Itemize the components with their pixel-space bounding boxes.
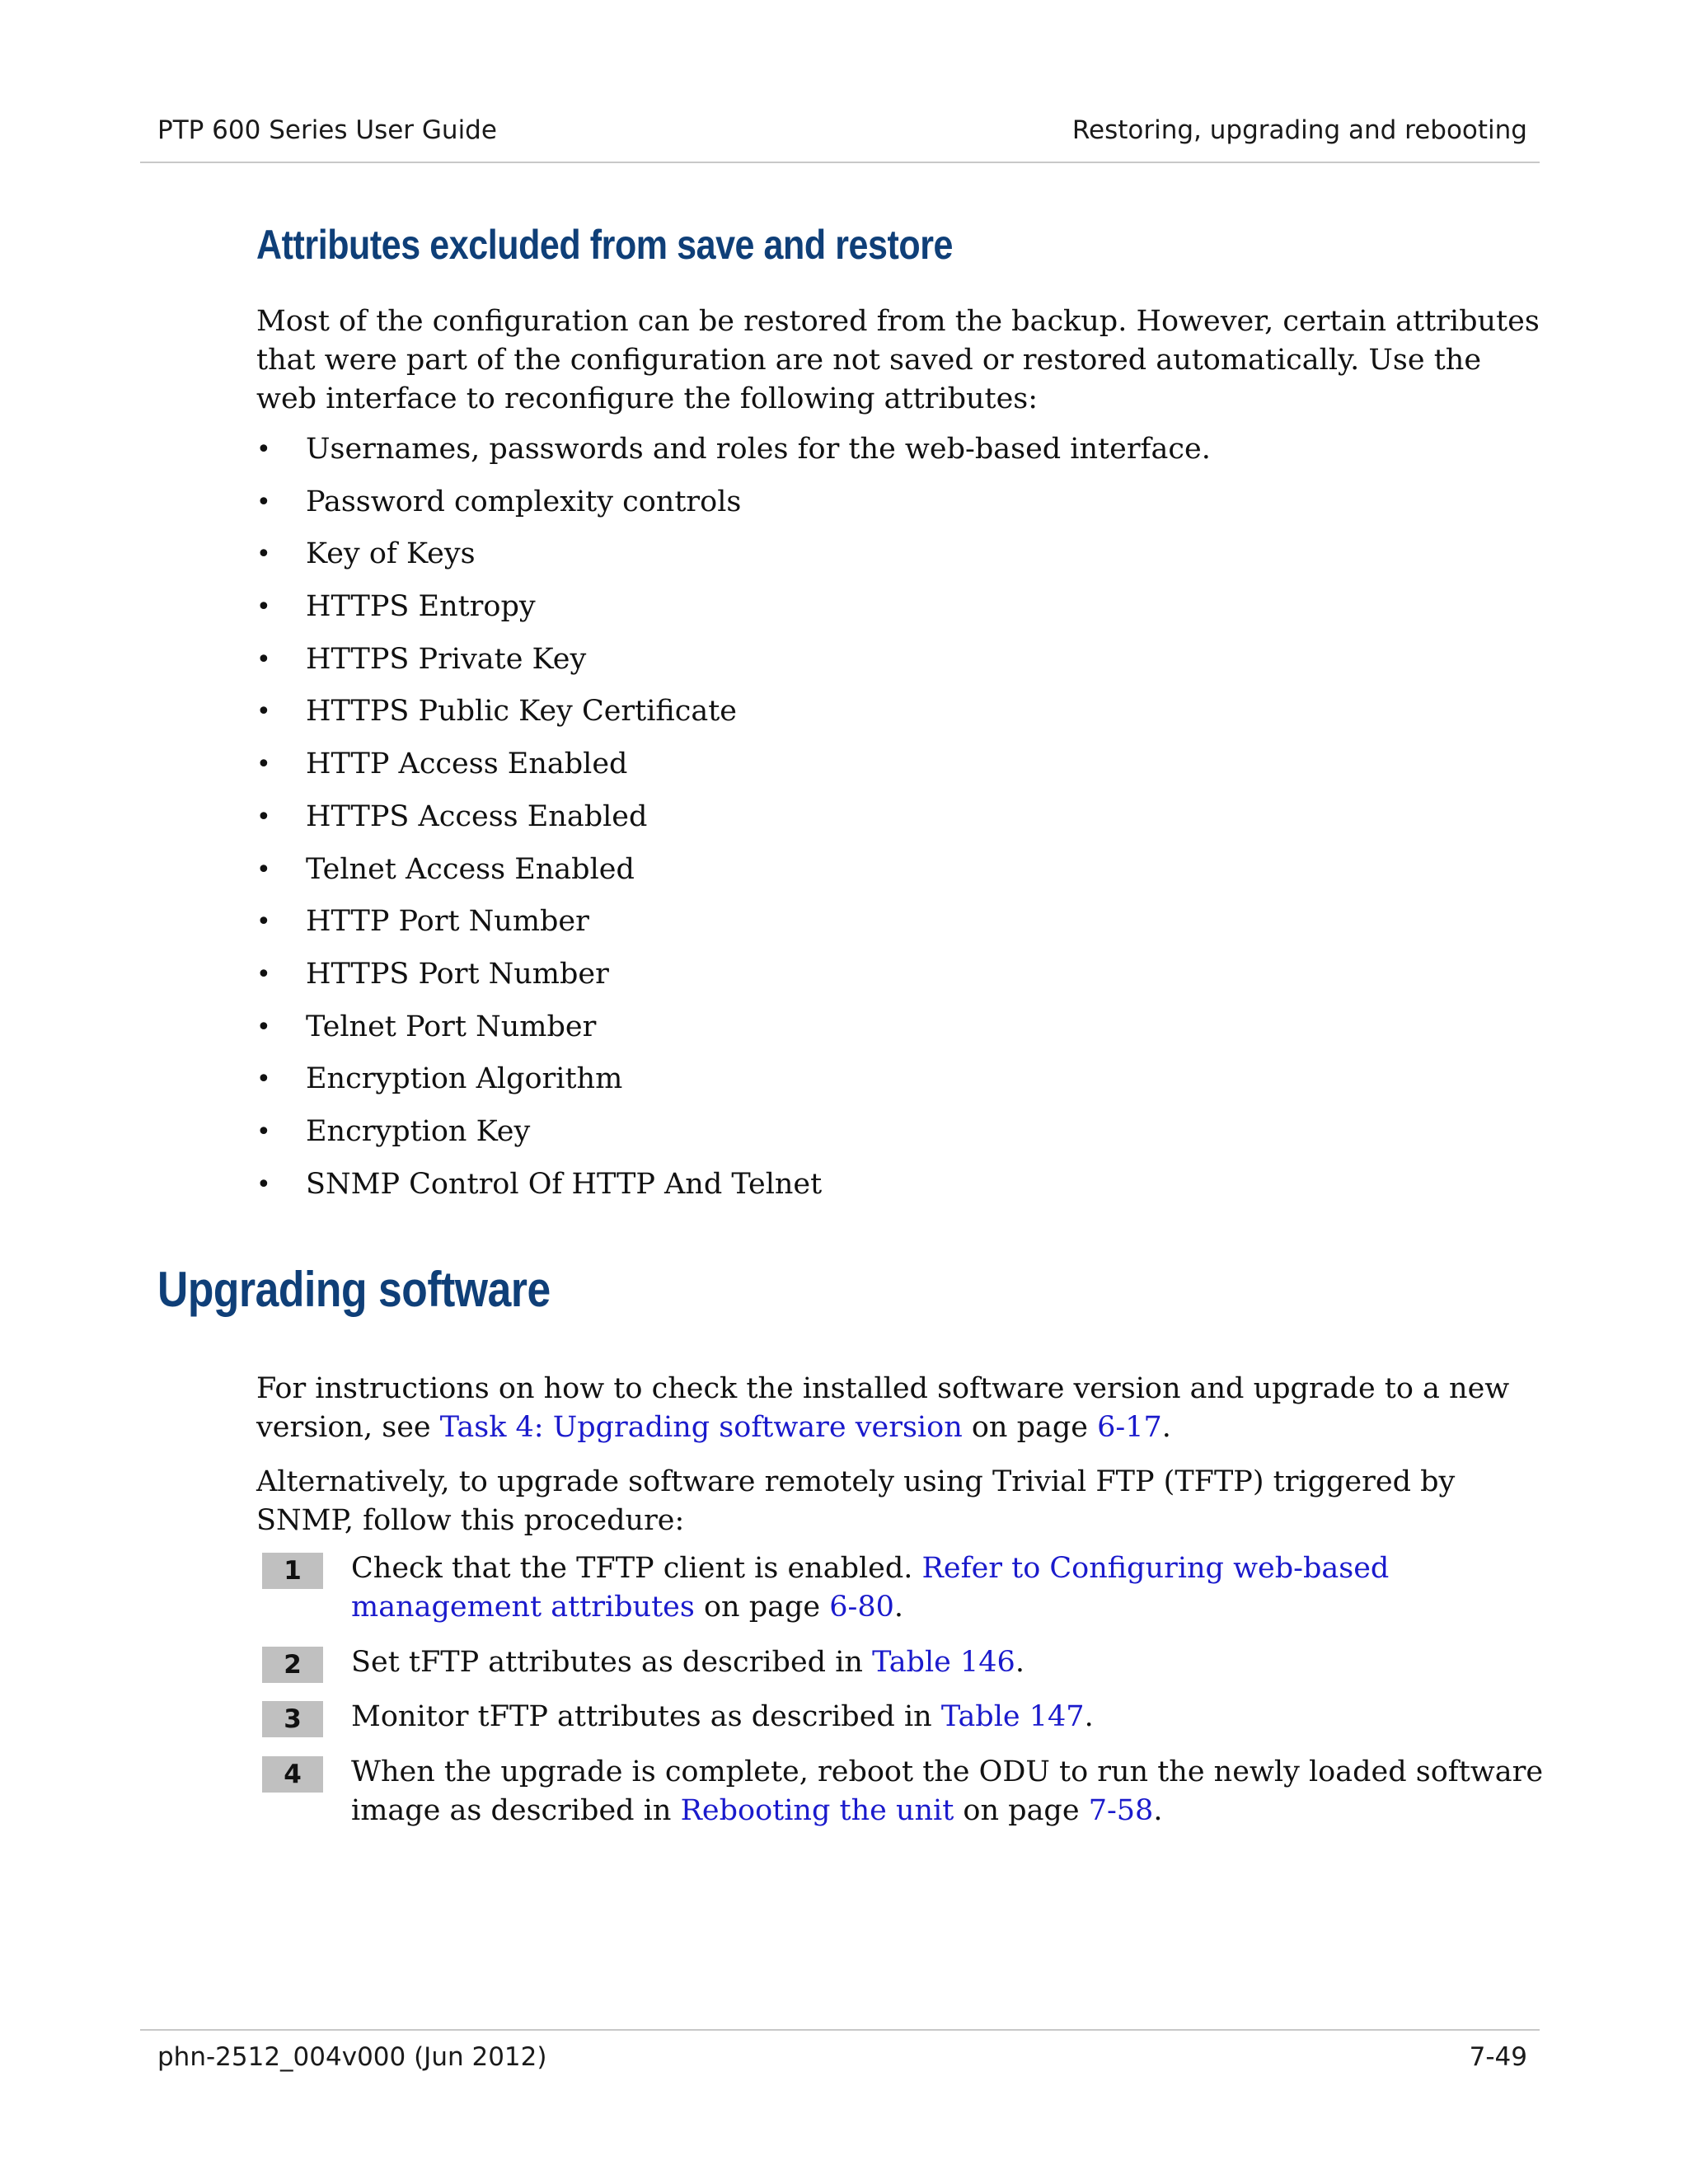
- list-item: • Usernames, passwords and roles for the web-based interface.: [256, 430, 1211, 483]
- bullet-icon: •: [256, 644, 271, 674]
- bullet-icon: •: [256, 697, 271, 727]
- excluded-attributes-intro: Most of the configuration can be restored from the backup. However, certain attributes that were part of the configuration are not saved or restored automatically. Use the web interface to reconfigure the following attributes:: [256, 305, 1540, 415]
- running-header-title: PTP 600 Series User Guide: [157, 115, 497, 145]
- bullet-icon: •: [256, 907, 271, 937]
- link-page-6-17[interactable]: 6-17: [1097, 1411, 1162, 1444]
- list-item: • HTTP Port Number: [256, 902, 1211, 955]
- bullet-icon: •: [256, 487, 271, 517]
- list-item: • HTTPS Access Enabled: [256, 798, 1211, 851]
- list-item: • Telnet Access Enabled: [256, 851, 1211, 903]
- link-page-6-80[interactable]: 6-80: [829, 1591, 894, 1624]
- list-item: • Password complexity controls: [256, 483, 1211, 536]
- step-text: Check that the TFTP client is enabled. Refer to Configuring web-based management attributes on page 6-80.: [351, 1552, 1390, 1624]
- link-rebooting-the-unit[interactable]: Rebooting the unit: [680, 1794, 954, 1827]
- section-heading-upgrading-software: Upgrading software: [157, 1262, 551, 1317]
- bullet-icon: •: [256, 593, 271, 622]
- step-text: When the upgrade is complete, reboot the ODU to run the newly loaded software image as described in Rebooting the unit on page 7-58.: [351, 1755, 1544, 1827]
- list-item: • Telnet Port Number: [256, 1008, 1211, 1061]
- excluded-attributes-list: [256, 430, 1211, 1217]
- footer-document-id: phn-2512_004v000 (Jun 2012): [157, 2042, 547, 2072]
- bullet-icon: •: [256, 1169, 271, 1199]
- list-item: • Encryption Key: [256, 1113, 1211, 1165]
- running-header-section: Restoring, upgrading and rebooting: [1071, 115, 1527, 145]
- bullet-icon: •: [256, 802, 271, 832]
- list-item: • HTTPS Entropy: [256, 588, 1211, 640]
- bullet-icon: •: [256, 750, 271, 780]
- link-table-147[interactable]: Table 147: [940, 1700, 1085, 1733]
- step-number-badge: 3: [262, 1701, 323, 1737]
- list-item: • Encryption Algorithm: [256, 1060, 1211, 1113]
- step-number-badge: 2: [262, 1647, 323, 1683]
- list-item: • HTTPS Private Key: [256, 640, 1211, 693]
- bullet-icon: •: [256, 1012, 271, 1042]
- link-task4-upgrading[interactable]: Task 4: Upgrading software version: [439, 1411, 963, 1444]
- section-heading-excluded-attributes: Attributes excluded from save and restore: [256, 222, 954, 268]
- step-text: Set tFTP attributes as described in Table 146.: [351, 1646, 1025, 1679]
- header-rule: [140, 162, 1540, 163]
- list-item: • HTTPS Port Number: [256, 955, 1211, 1008]
- list-item: • Key of Keys: [256, 535, 1211, 588]
- upgrade-instructions-paragraph: For instructions on how to check the installed software version and upgrade to a new version, see Task 4: Upgrading software version on page 6-17.: [256, 1372, 1510, 1444]
- bullet-icon: •: [256, 855, 271, 884]
- bullet-icon: •: [256, 435, 271, 464]
- list-item: • HTTP Access Enabled: [256, 745, 1211, 798]
- footer-rule: [140, 2029, 1540, 2031]
- bullet-icon: •: [256, 959, 271, 989]
- bullet-icon: •: [256, 540, 271, 569]
- bullet-icon: •: [256, 1065, 271, 1094]
- step-number-badge: 1: [262, 1553, 323, 1589]
- step-text: Monitor tFTP attributes as described in Table 147.: [351, 1700, 1094, 1733]
- tftp-alternative-paragraph: Alternatively, to upgrade software remotely using Trivial FTP (TFTP) triggered by SNMP, follow this procedure:: [256, 1465, 1456, 1537]
- step-number-badge: 4: [262, 1756, 323, 1793]
- link-table-146[interactable]: Table 146: [872, 1646, 1015, 1679]
- footer-page-number: 7-49: [1469, 2042, 1527, 2072]
- list-item: • SNMP Control Of HTTP And Telnet: [256, 1165, 1211, 1218]
- list-item: • HTTPS Public Key Certificate: [256, 692, 1211, 745]
- link-page-7-58[interactable]: 7-58: [1088, 1794, 1154, 1827]
- link-configuring-web-based-management[interactable]: Refer to Configuring web-based management attributes: [351, 1552, 1390, 1624]
- bullet-icon: •: [256, 1117, 271, 1146]
